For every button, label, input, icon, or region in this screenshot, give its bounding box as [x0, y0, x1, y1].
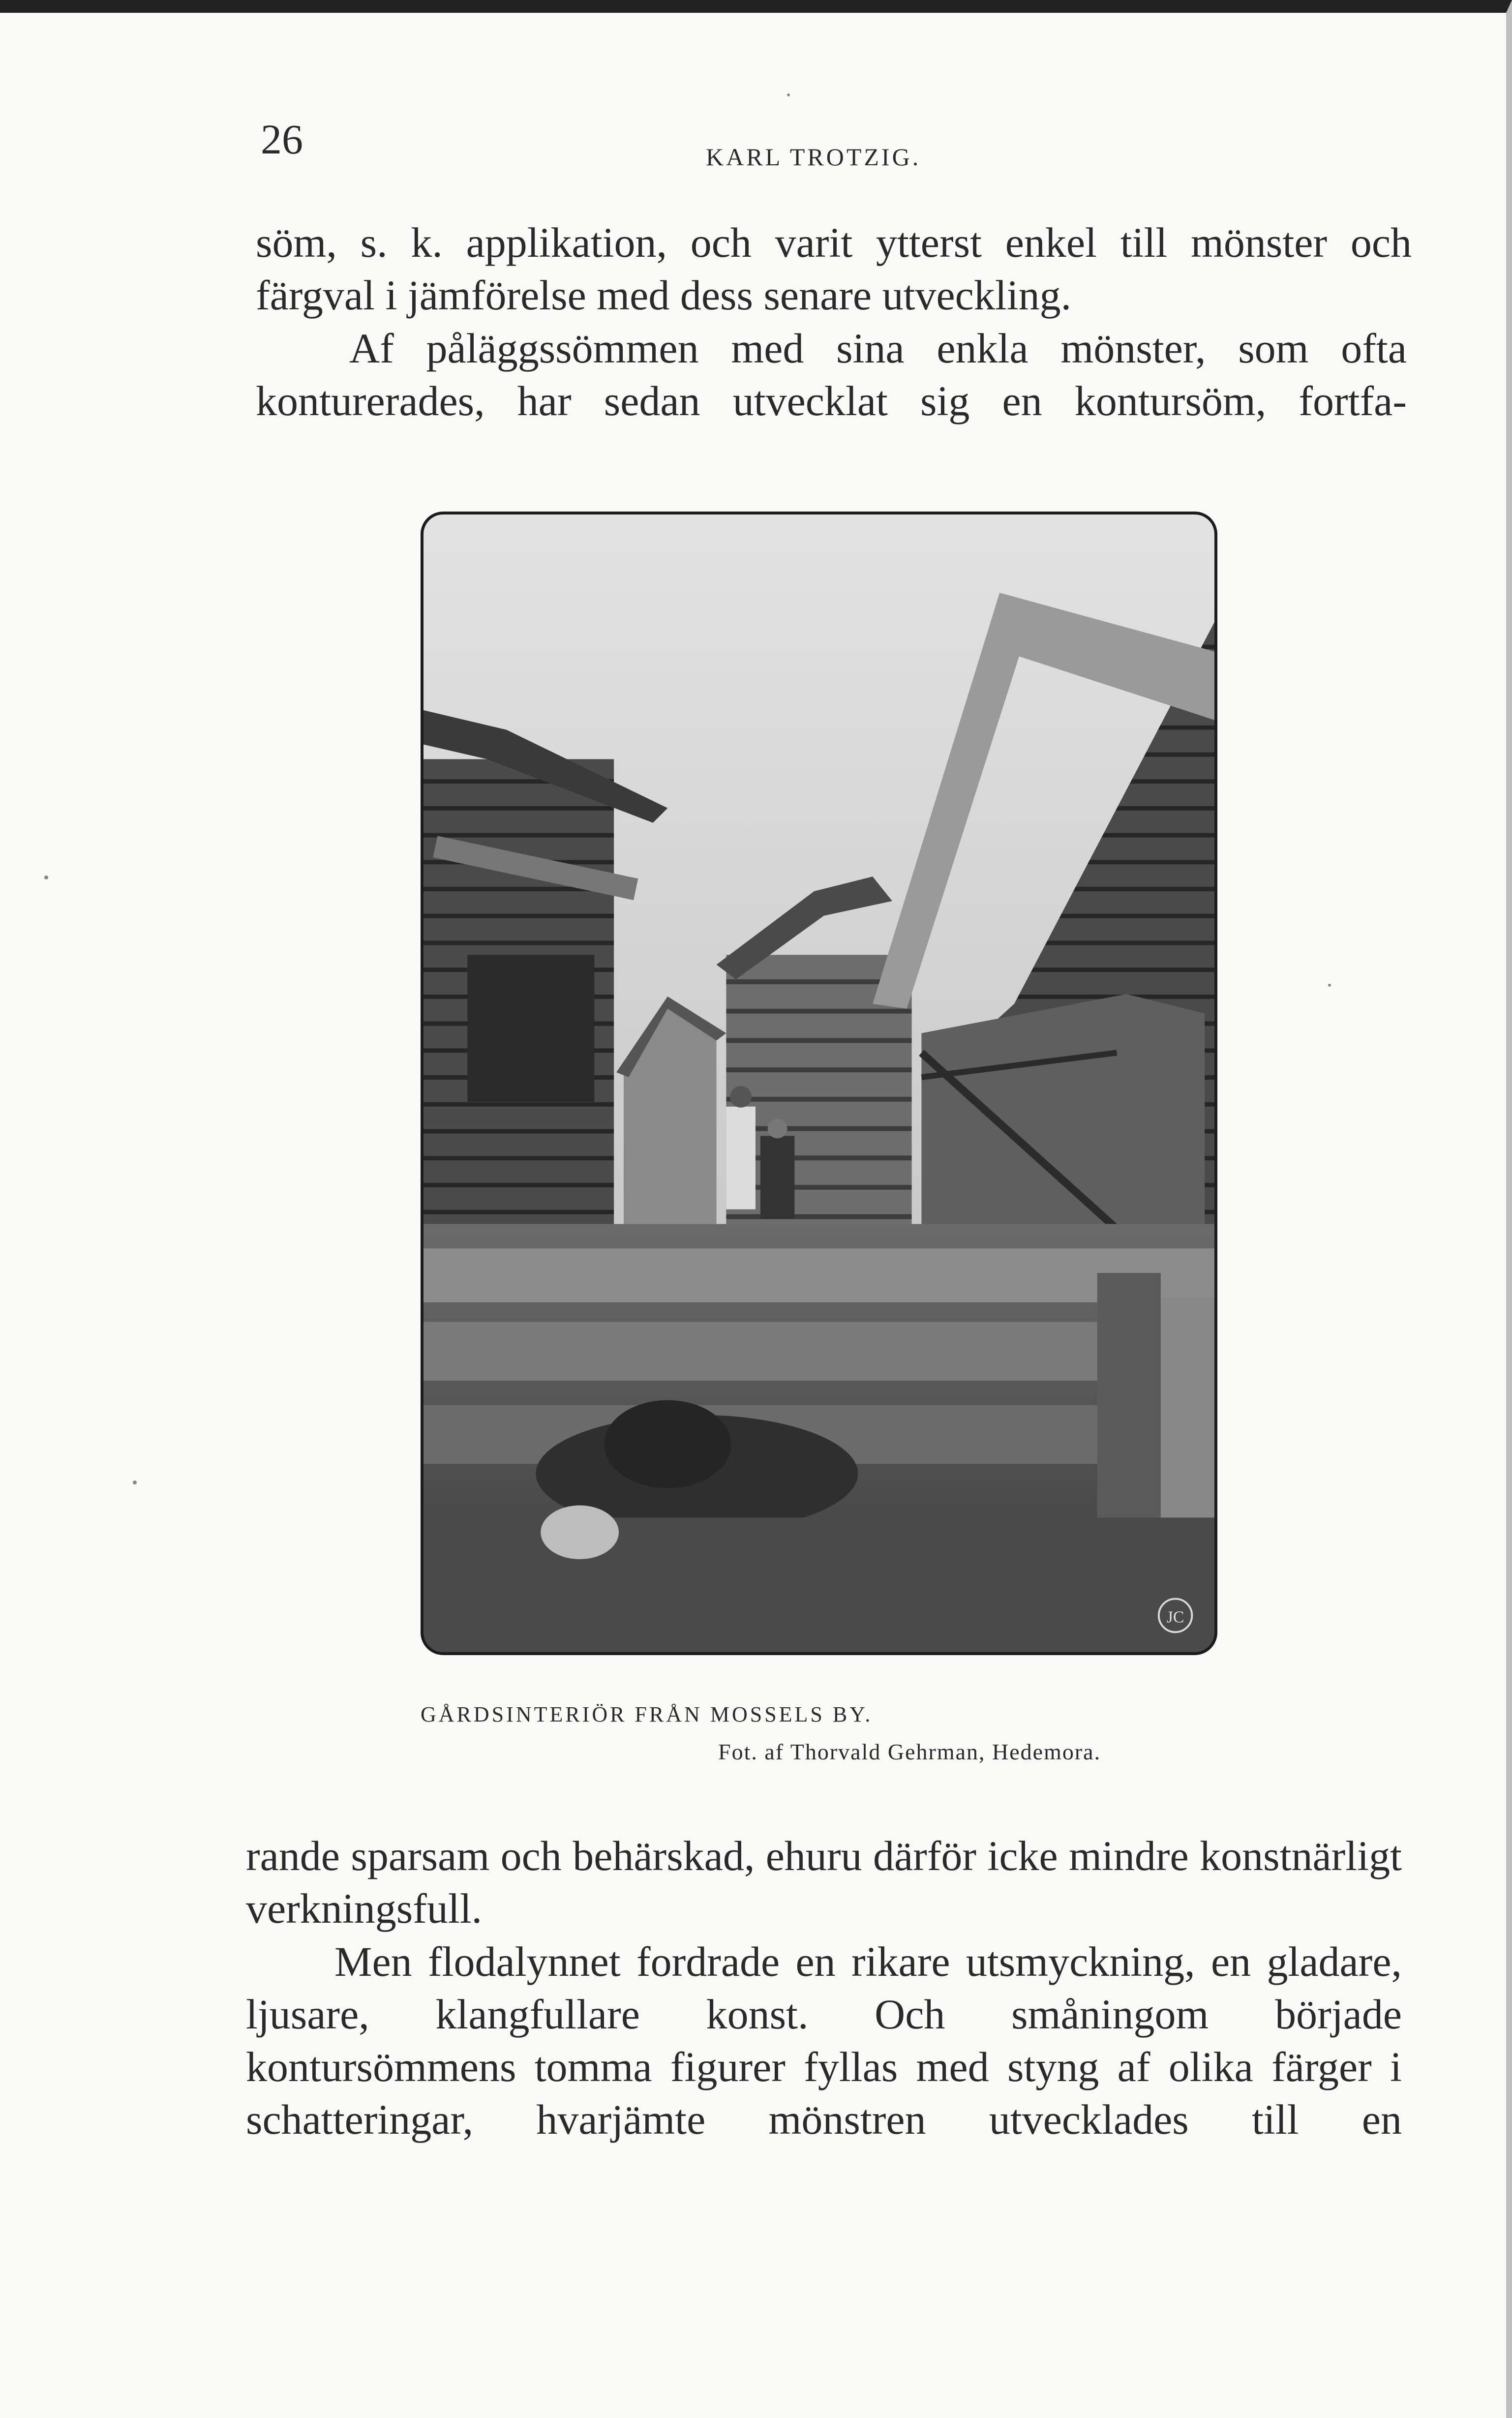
paragraph-2: Af påläggssömmen med sina enkla mönster, som ofta konturerades, har sedan utvecklat sig en kontursöm, fortfa- [256, 325, 1407, 424]
page-number: 26 [261, 116, 303, 163]
running-head: KARL TROTZIG. [706, 143, 921, 171]
paragraph-3: rande sparsam och behärskad, ehuru därför icke mindre konstnärligt verkningsfull. [246, 1832, 1402, 1932]
figure-caption: GÅRDSINTERIÖR FRÅN MOSSELS BY. [421, 1702, 873, 1726]
paragraph-1: söm, s. k. applikation, och varit ytterst enkel till mönster och färgval i jämförelse med dess senare utveckling. [256, 219, 1412, 319]
farmyard-photo [423, 514, 1214, 1652]
engraver-monogram: JC [1166, 1608, 1184, 1627]
photo-plate [421, 512, 1217, 1655]
paragraph-4: Men flodalynnet fordrade en rikare utsmyckning, en gladare, ljusare, klangfullare konst. Och småningom började kontursömmens tomma figurer fyllas med styng af olika färger i schatteringar, hvarjämte mönstren utvecklades till en [246, 1938, 1402, 2143]
photo-credit: Fot. af Thorvald Gehrman, Hedemora. [718, 1739, 1101, 1764]
